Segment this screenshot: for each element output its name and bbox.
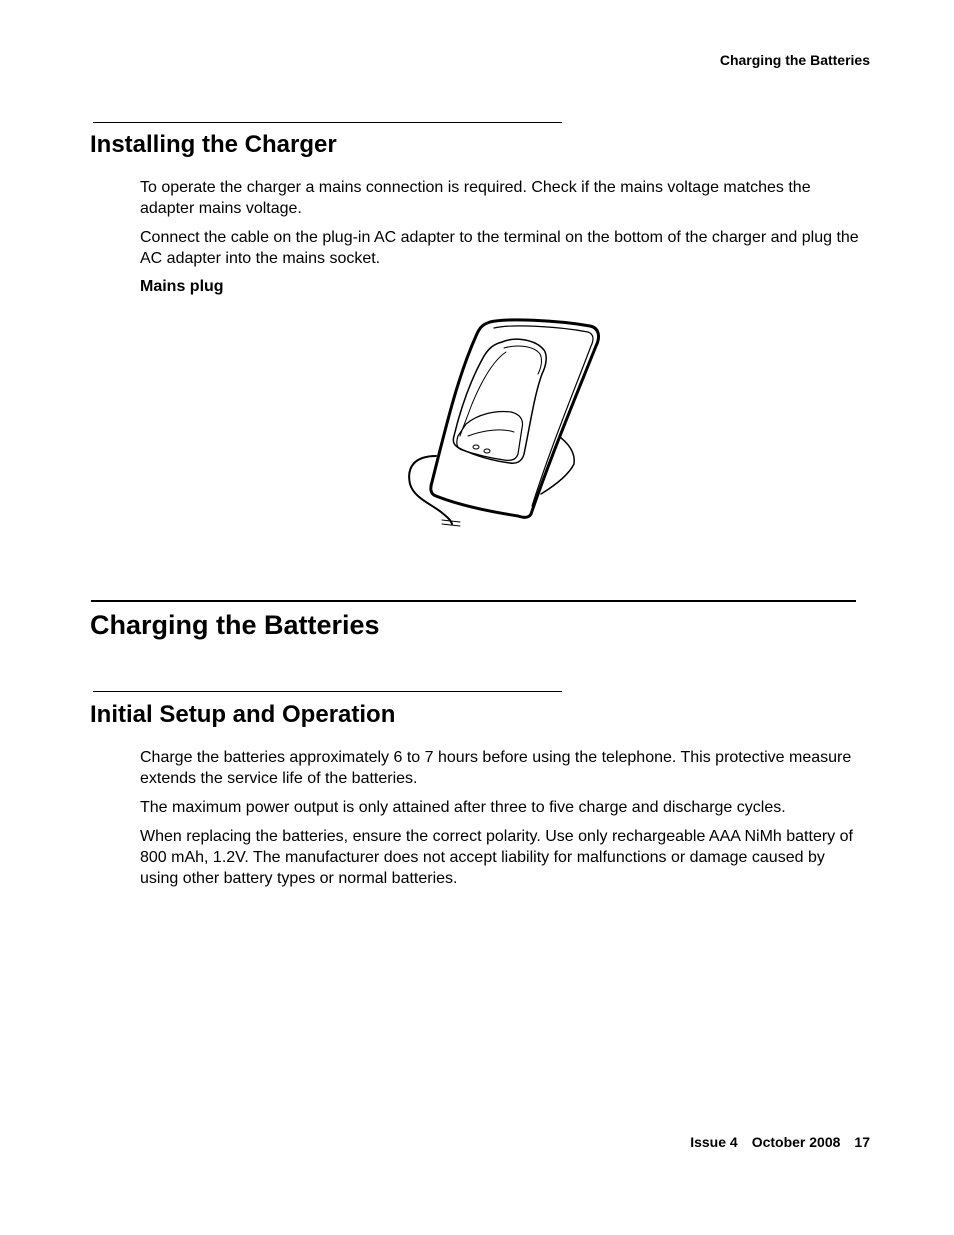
paragraph: Connect the cable on the plug-in AC adapter to the terminal on the bottom of the charger and plug the AC adapter into the mains socket. [140, 229, 859, 267]
page-footer [690, 1134, 870, 1150]
footer-issue: Issue 4 [690, 1134, 738, 1150]
figure-label: Mains plug [140, 278, 224, 295]
paragraph: When replacing the batteries, ensure the correct polarity. Use only rechargeable AAA NiMh battery of 800 mAh, 1.2V. The manufacturer does not accept liability for malfunctions or damage caused by using other battery types or normal batteries. [140, 828, 853, 887]
chapter-title: Charging the Batteries [90, 610, 380, 640]
paragraph: To operate the charger a mains connection is required. Check if the mains voltage matches the adapter mains voltage. [140, 179, 811, 217]
page-number: 17 [854, 1134, 870, 1150]
paragraph: Charge the batteries approximately 6 to 7 hours before using the telephone. This protective measure extends the service life of the batteries. [140, 749, 852, 787]
section-divider [93, 691, 562, 692]
section-heading-installing-charger: Installing the Charger [90, 131, 337, 158]
chapter-divider [91, 600, 856, 602]
footer-date: October 2008 [751, 1134, 841, 1150]
charger-cradle-illustration-icon [406, 316, 602, 530]
section-heading-initial-setup: Initial Setup and Operation [90, 701, 396, 728]
section-divider [93, 122, 562, 123]
running-header: Charging the Batteries [719, 52, 870, 68]
paragraph: The maximum power output is only attained after three to five charge and discharge cycles. [140, 799, 786, 816]
